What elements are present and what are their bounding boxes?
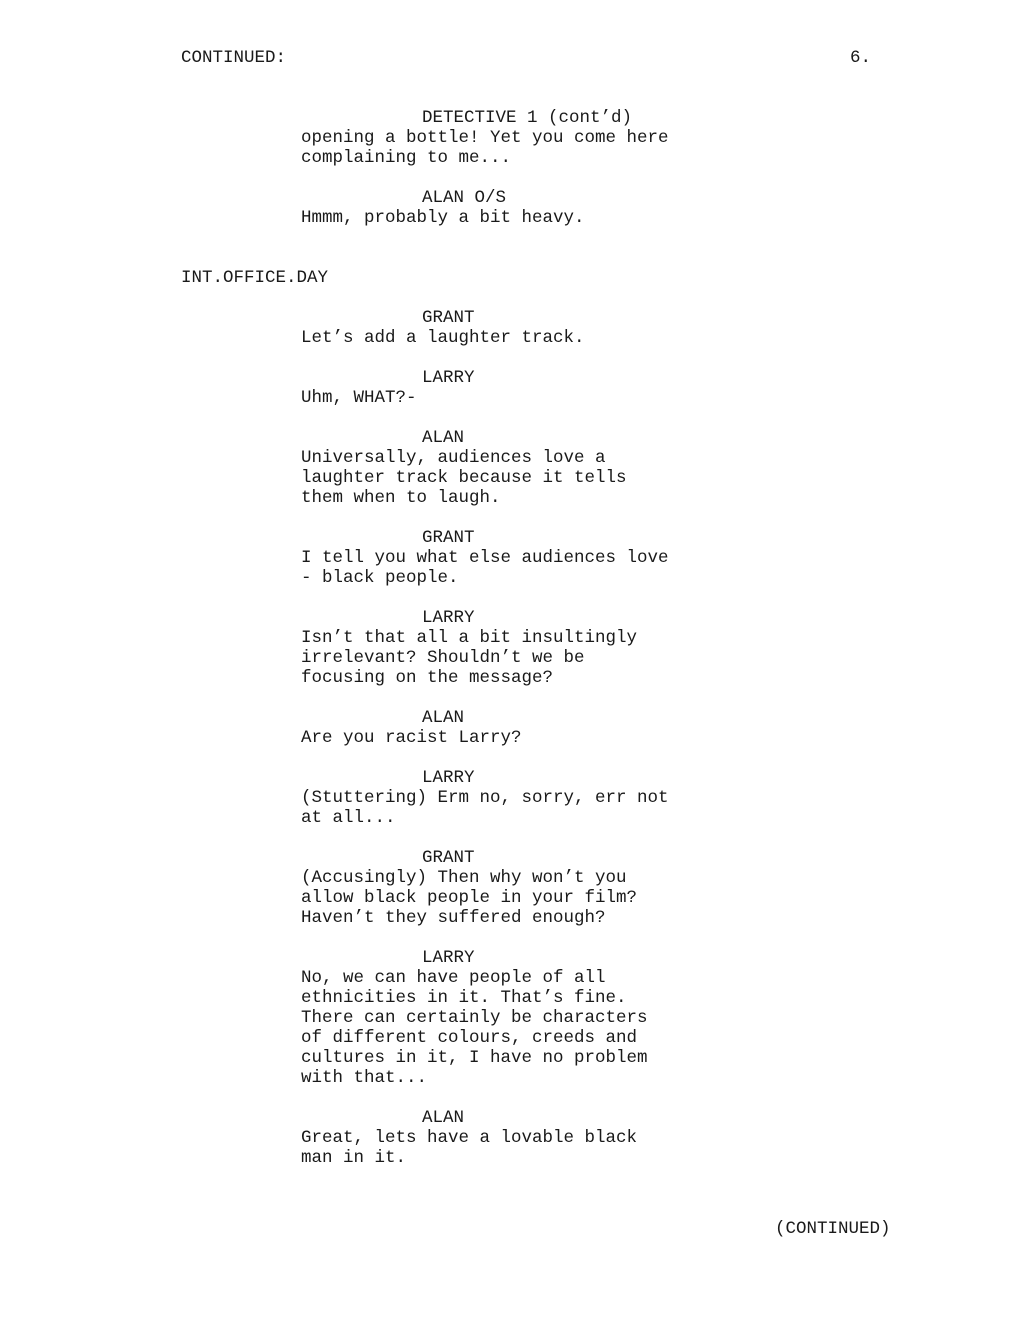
character-name: ALAN (422, 1108, 465, 1128)
dialogue-line: with that... (301, 1068, 428, 1088)
dialogue-line: (Stuttering) Erm no, sorry, err not (301, 788, 669, 808)
dialogue-line: Isn’t that all a bit insultingly (301, 628, 638, 648)
dialogue-line: There can certainly be characters (301, 1008, 648, 1028)
dialogue-line: Haven’t they suffered enough? (301, 908, 606, 928)
dialogue-line: irrelevant? Shouldn’t we be (301, 648, 585, 668)
dialogue-line: cultures in it, I have no problem (301, 1048, 648, 1068)
dialogue-line: focusing on the message? (301, 668, 554, 688)
dialogue-line: allow black people in your film? (301, 888, 638, 908)
dialogue-line: man in it. (301, 1148, 407, 1168)
page-number: 6. (850, 48, 872, 68)
character-name: ALAN (422, 708, 465, 728)
character-name: DETECTIVE 1 (cont’d) (422, 108, 633, 128)
dialogue-line: laughter track because it tells (301, 468, 627, 488)
character-name: LARRY (422, 948, 475, 968)
character-name: LARRY (422, 608, 475, 628)
scene-heading: INT.OFFICE.DAY (181, 268, 329, 288)
dialogue-line: Uhm, WHAT?- (301, 388, 417, 408)
continued-header: CONTINUED: (181, 48, 287, 68)
dialogue-line: Great, lets have a lovable black (301, 1128, 638, 1148)
dialogue-line: - black people. (301, 568, 459, 588)
continued-footer: (CONTINUED) (775, 1219, 891, 1239)
character-name: GRANT (422, 308, 475, 328)
dialogue-line: of different colours, creeds and (301, 1028, 638, 1048)
dialogue-line: at all... (301, 808, 396, 828)
dialogue-line: No, we can have people of all (301, 968, 606, 988)
dialogue-line: Let’s add a laughter track. (301, 328, 585, 348)
dialogue-line: Universally, audiences love a (301, 448, 606, 468)
dialogue-line: opening a bottle! Yet you come here (301, 128, 669, 148)
dialogue-line: complaining to me... (301, 148, 512, 168)
dialogue-line: them when to laugh. (301, 488, 501, 508)
character-name: GRANT (422, 528, 475, 548)
character-name: LARRY (422, 768, 475, 788)
dialogue-line: (Accusingly) Then why won’t you (301, 868, 627, 888)
character-name: GRANT (422, 848, 475, 868)
dialogue-line: ethnicities in it. That’s fine. (301, 988, 627, 1008)
character-name: ALAN O/S (422, 188, 507, 208)
character-name: LARRY (422, 368, 475, 388)
dialogue-line: I tell you what else audiences love (301, 548, 669, 568)
dialogue-line: Hmmm, probably a bit heavy. (301, 208, 585, 228)
character-name: ALAN (422, 428, 465, 448)
dialogue-line: Are you racist Larry? (301, 728, 522, 748)
